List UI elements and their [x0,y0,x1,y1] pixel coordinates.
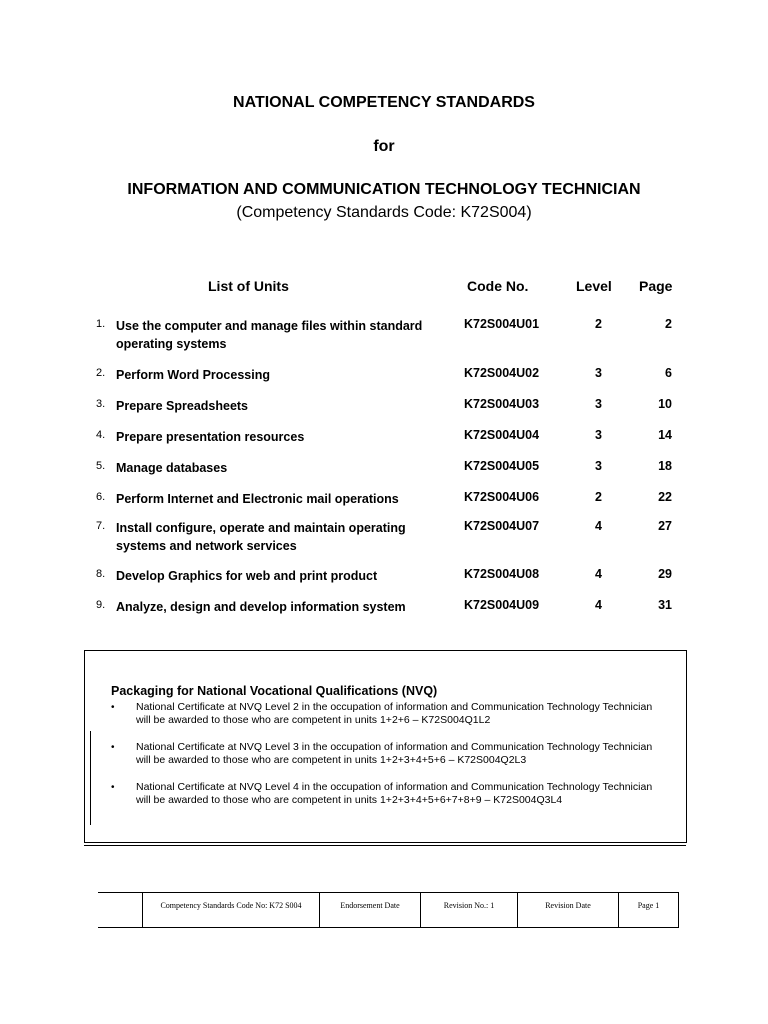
unit-page: 18 [658,459,672,473]
unit-code: K72S004U09 [464,598,540,612]
unit-page: 6 [665,366,672,380]
unit-page: 27 [658,519,672,533]
unit-number: 8. [96,568,106,580]
unit-number: 4. [96,429,106,441]
box-divider [84,845,686,846]
footer-page: Page 1 [619,893,679,928]
packaging-item-line: National Certificate at NVQ Level 4 in the occupation of information and Communication Technology Technician [136,781,653,793]
unit-code: K72S004U05 [464,459,540,473]
unit-code: K72S004U07 [464,519,540,533]
bullet-icon: • [111,702,115,713]
unit-number: 7. [96,520,106,532]
page-footer [98,892,679,928]
occupation-title: INFORMATION AND COMMUNICATION TECHNOLOGY TECHNICIAN [127,181,641,198]
standards-code: (Competency Standards Code: K72S004) [236,204,532,221]
unit-number: 6. [96,491,106,503]
unit-level: 4 [595,598,602,612]
footer-revision-date: Revision Date [518,893,619,928]
column-header-level: Level [576,278,612,294]
unit-level: 3 [595,459,602,473]
unit-code: K72S004U08 [464,567,540,581]
document-title: NATIONAL COMPETENCY STANDARDS [233,94,535,111]
column-header-units: List of Units [208,278,289,294]
unit-name: Prepare presentation resources [116,430,305,444]
unit-level: 4 [595,567,602,581]
unit-name: Install configure, operate and maintain operating systems and network services [116,521,406,553]
unit-level: 4 [595,519,602,533]
unit-page: 22 [658,490,672,504]
unit-name: Use the computer and manage files within standard operating systems [116,319,423,351]
unit-name: Prepare Spreadsheets [116,399,249,413]
packaging-item-line: National Certificate at NVQ Level 3 in the occupation of information and Communication Technology Technician [136,741,653,753]
packaging-item-line: will be awarded to those who are competent in units 1+2+3+4+5+6+7+8+9 – K72S004Q3L4 [136,794,563,806]
unit-number: 2. [96,367,106,379]
unit-code: K72S004U03 [464,397,540,411]
packaging-item-line: National Certificate at NVQ Level 2 in the occupation of information and Communication Technology Technician [136,701,653,713]
unit-level: 2 [595,490,602,504]
margin-line [90,731,91,825]
footer-revision-no: Revision No.: 1 [421,893,518,928]
packaging-title: Packaging for National Vocational Qualifications (NVQ) [111,684,438,698]
unit-name: Develop Graphics for web and print product [116,569,378,583]
unit-level: 3 [595,366,602,380]
unit-name: Perform Internet and Electronic mail operations [116,492,399,506]
bullet-icon: • [111,742,115,753]
unit-name: Manage databases [116,461,228,475]
unit-level: 3 [595,428,602,442]
unit-level: 2 [595,317,602,331]
unit-number: 9. [96,599,106,611]
packaging-item-line: will be awarded to those who are competent in units 1+2+3+4+5+6 – K72S004Q2L3 [136,754,527,766]
unit-page: 2 [665,317,672,331]
unit-number: 5. [96,460,106,472]
unit-page: 14 [658,428,672,442]
unit-name: Perform Word Processing [116,368,270,382]
unit-page: 10 [658,397,672,411]
column-header-code: Code No. [467,278,529,294]
unit-code: K72S004U02 [464,366,540,380]
title-connector: for [373,138,395,155]
footer-code: Competency Standards Code No: K72 S004 [143,893,320,928]
bullet-icon: • [111,782,115,793]
unit-number: 1. [96,318,106,330]
footer-spacer [98,893,143,928]
unit-code: K72S004U06 [464,490,540,504]
packaging-item-line: will be awarded to those who are competent in units 1+2+6 – K72S004Q1L2 [136,714,491,726]
footer-endorsement: Endorsement Date [320,893,421,928]
unit-name: Analyze, design and develop information system [116,600,406,614]
unit-code: K72S004U04 [464,428,540,442]
column-header-page: Page [639,278,673,294]
unit-page: 29 [658,567,672,581]
box-divider [84,842,686,843]
unit-number: 3. [96,398,106,410]
unit-page: 31 [658,598,672,612]
unit-code: K72S004U01 [464,317,540,331]
unit-level: 3 [595,397,602,411]
